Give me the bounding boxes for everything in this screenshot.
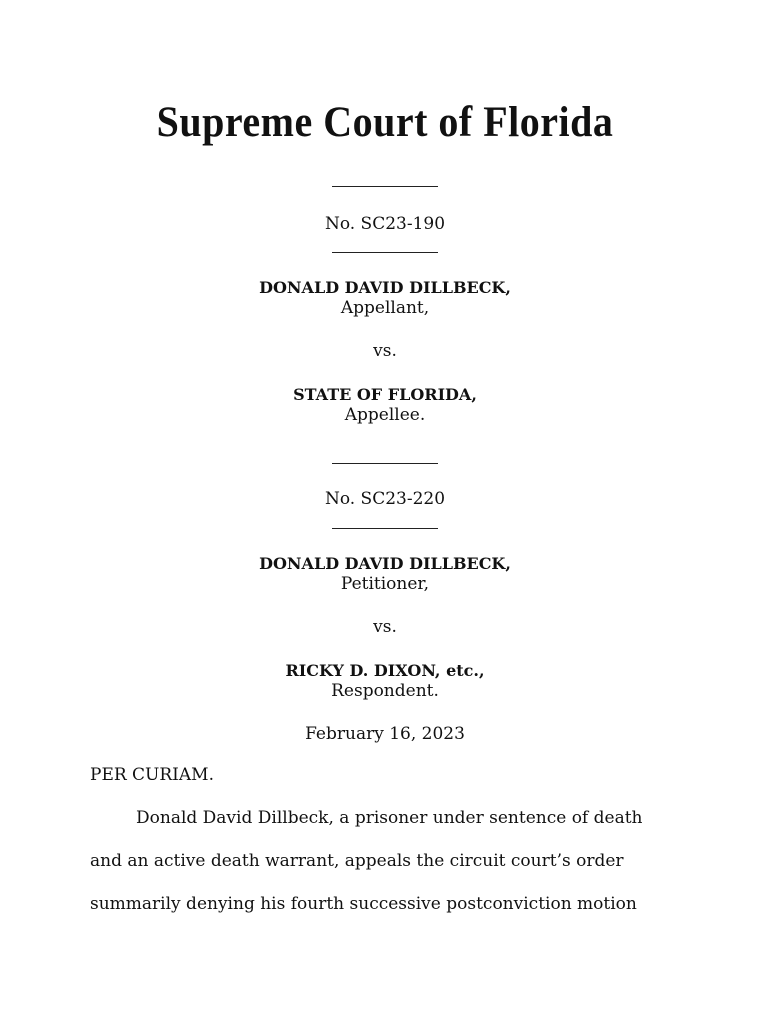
petitioner-role: Petitioner, bbox=[340, 574, 430, 594]
court-title: Supreme Court of Florida bbox=[156, 97, 614, 146]
case-number-2: No. SC23-220 bbox=[324, 489, 446, 509]
case-number-1: No. SC23-190 bbox=[324, 214, 446, 234]
opinion-author: PER CURIAM. bbox=[90, 765, 214, 785]
opinion-line-3: summarily denying his fourth successive postconviction motion bbox=[90, 894, 637, 914]
separator-rule bbox=[332, 463, 438, 464]
petitioner-name: DONALD DAVID DILLBECK, bbox=[259, 554, 511, 573]
appellee-name: STATE OF FLORIDA, bbox=[293, 385, 477, 404]
opinion-line-2: and an active death warrant, appeals the circuit court’s order bbox=[90, 851, 624, 871]
versus-2: vs. bbox=[373, 617, 397, 637]
opinion-line-1: Donald David Dillbeck, a prisoner under sentence of death bbox=[136, 808, 643, 828]
appellant-role: Appellant, bbox=[340, 298, 430, 318]
appellant-name: DONALD DAVID DILLBECK, bbox=[259, 278, 511, 297]
separator-rule bbox=[332, 186, 438, 187]
separator-rule bbox=[332, 252, 438, 253]
appellee-role: Appellee. bbox=[344, 405, 426, 425]
separator-rule bbox=[332, 528, 438, 529]
versus-1: vs. bbox=[373, 341, 397, 361]
decision-date: February 16, 2023 bbox=[305, 724, 465, 744]
respondent-role: Respondent. bbox=[331, 681, 439, 701]
respondent-name: RICKY D. DIXON, etc., bbox=[285, 661, 485, 680]
